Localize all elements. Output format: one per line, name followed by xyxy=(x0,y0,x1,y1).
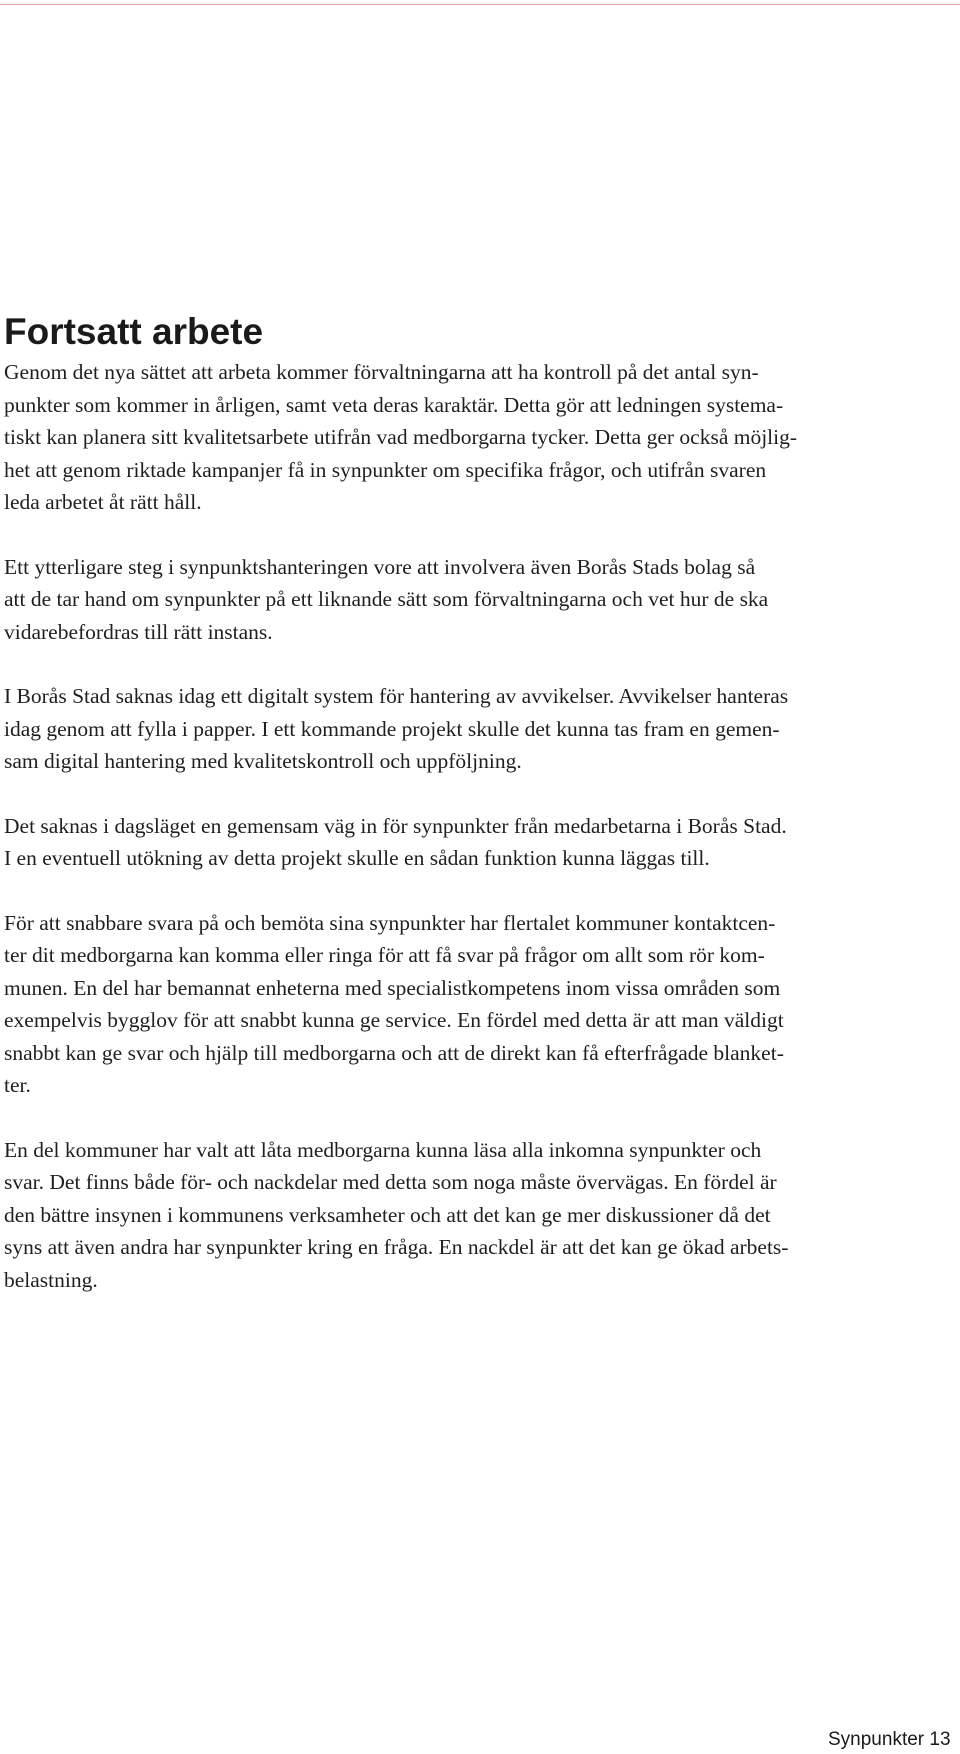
text-line: belastning. xyxy=(4,1267,98,1292)
text-line: att de tar hand om synpunkter på ett liknande sätt som förvaltningarna och vet hur de ska xyxy=(4,587,769,611)
text-line: För att snabbare svara på och bemöta sina synpunkter har flertalet kommuner kontaktcen- xyxy=(4,910,776,935)
paragraph-2 xyxy=(4,551,956,649)
text-line: ter. xyxy=(4,1073,31,1097)
text-line: Genom det nya sättet att arbeta kommer förvaltningarna att ha kontroll på det antal syn- xyxy=(4,360,759,384)
text-line: vidarebefordras till rätt instans. xyxy=(4,619,273,644)
page-footer: Synpunkter 13 xyxy=(828,1729,951,1750)
text-line: munen. En del har bemannat enheterna med specialistkompetens inom vissa områden som xyxy=(4,975,781,1000)
section-heading: Fortsatt arbete xyxy=(4,311,264,352)
text-line: den bättre insynen i kommunens verksamheter och att det kan ge mer diskussioner då det xyxy=(4,1202,771,1227)
page-content xyxy=(4,310,956,1328)
text-line: svar. Det finns både för- och nackdelar med detta som noga måste övervägas. En fördel är xyxy=(4,1170,777,1194)
text-line: sam digital hantering med kvalitetskontroll och uppföljning. xyxy=(4,749,522,773)
text-line: Ett ytterligare steg i synpunktshanteringen vore att involvera även Borås Stads bolag så xyxy=(4,554,756,579)
text-line: punkter som kommer in årligen, samt veta deras karaktär. Detta gör att ledningen systema- xyxy=(4,392,784,417)
top-rule xyxy=(0,4,960,5)
paragraph-4 xyxy=(4,810,956,875)
text-line: idag genom att fylla i papper. I ett kommande projekt skulle det kunna tas fram en gemen- xyxy=(4,716,780,741)
text-line: I en eventuell utökning av detta projekt skulle en sådan funktion kunna läggas till. xyxy=(4,846,710,870)
text-line: exempelvis bygglov för att snabbt kunna ge service. En fördel med detta är att man väldigt xyxy=(4,1008,784,1032)
paragraph-3 xyxy=(4,680,956,778)
text-line: het att genom riktade kampanjer få in synpunkter om specifika frågor, och utifrån svaren xyxy=(4,457,767,482)
text-line: snabbt kan ge svar och hjälp till medborgarna och att de direkt kan få efterfrågade blanket- xyxy=(4,1040,784,1065)
text-line: ter dit medborgarna kan komma eller ringa för att få svar på frågor om allt som rör kom- xyxy=(4,943,765,967)
text-line: leda arbetet åt rätt håll. xyxy=(4,490,202,514)
text-line: tiskt kan planera sitt kvalitetsarbete utifrån vad medborgarna tycker. Detta ger också möjlig- xyxy=(4,425,798,449)
text-line: syns att även andra har synpunkter kring en fråga. En nackdel är att det kan ge ökad arbets- xyxy=(4,1235,789,1259)
text-line: I Borås Stad saknas idag ett digitalt system för hantering av avvikelser. Avvikelser hanteras xyxy=(4,684,789,708)
paragraph-6 xyxy=(4,1134,956,1297)
paragraph-1 xyxy=(4,356,956,519)
text-line: Det saknas i dagsläget en gemensam väg in för synpunkter från medarbetarna i Borås Stad. xyxy=(4,813,787,838)
text-line: En del kommuner har valt att låta medborgarna kunna läsa alla inkomna synpunkter och xyxy=(4,1137,762,1162)
paragraph-5 xyxy=(4,907,956,1102)
